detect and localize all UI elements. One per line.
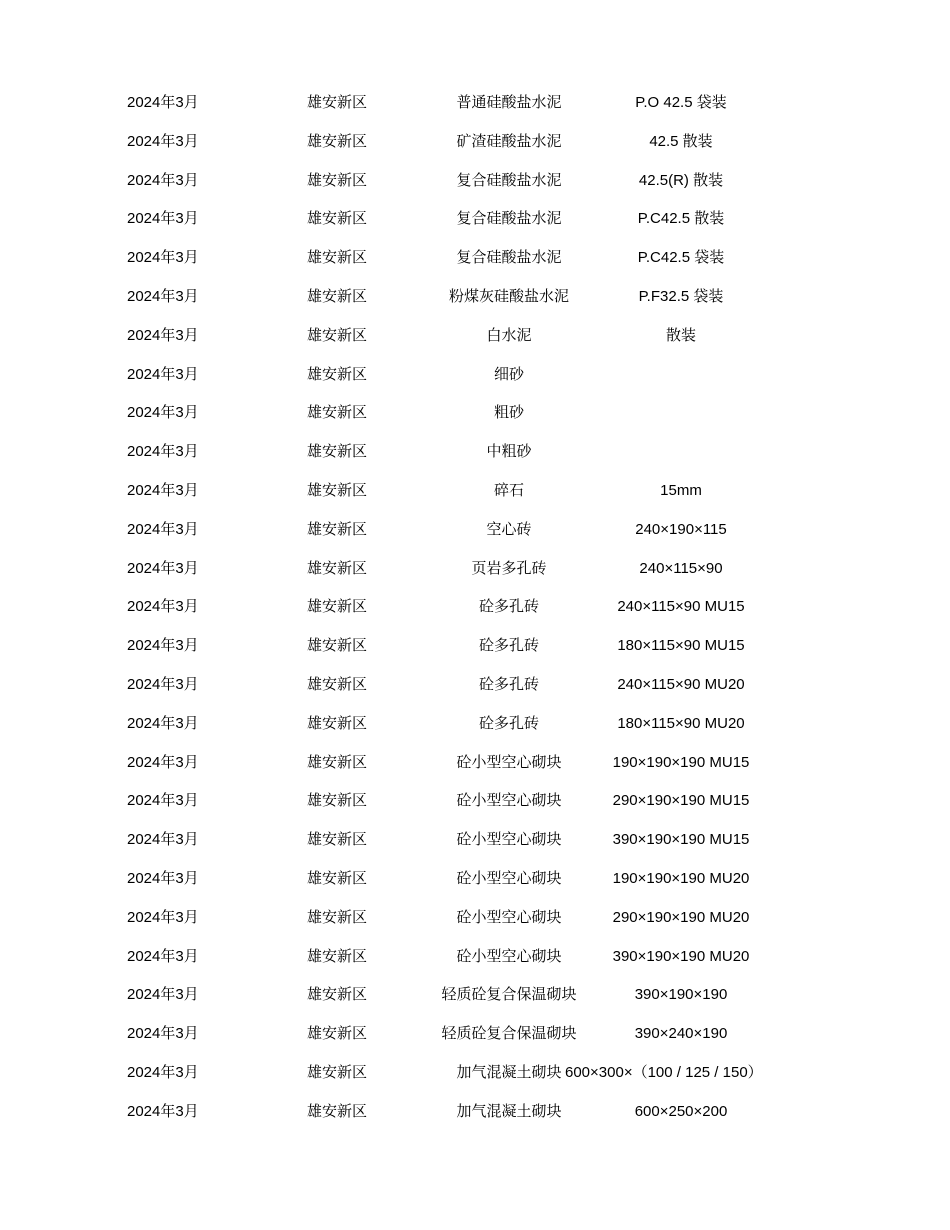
table-row — [0, 860, 950, 899]
spec-cell: P.C42.5 袋装 — [637, 249, 725, 267]
spec-cell: P.F32.5 袋装 — [638, 287, 724, 305]
material-name-cell: 复合硅酸盐水泥 — [456, 210, 562, 228]
material-name-cell: 矿渣硅酸盐水泥 — [456, 132, 562, 150]
region-cell: 雄安新区 — [306, 132, 367, 150]
table-row — [0, 472, 950, 511]
region-cell: 雄安新区 — [306, 249, 367, 267]
date-cell: 2024年3月 — [127, 947, 199, 965]
table-row — [0, 200, 950, 239]
region-cell: 雄安新区 — [306, 404, 367, 422]
table-row — [0, 84, 950, 123]
region-cell: 雄安新区 — [306, 714, 367, 732]
date-cell: 2024年3月 — [127, 831, 199, 849]
spec-cell: 600×250×200 — [634, 1102, 728, 1120]
date-cell: 2024年3月 — [127, 365, 199, 383]
material-name-cell: 粗砂 — [493, 404, 524, 422]
region-cell: 雄安新区 — [306, 598, 367, 616]
date-cell: 2024年3月 — [127, 326, 199, 344]
region-cell: 雄安新区 — [306, 908, 367, 926]
table-row — [0, 705, 950, 744]
table-row — [0, 666, 950, 705]
date-cell: 2024年3月 — [127, 443, 199, 461]
region-cell: 雄安新区 — [306, 326, 367, 344]
spec-cell: P.O 42.5 袋装 — [635, 94, 727, 111]
date-cell: 2024年3月 — [127, 598, 199, 616]
table-row — [0, 588, 950, 627]
region-cell: 雄安新区 — [306, 986, 367, 1004]
material-name-cell: 轻质砼复合保温砌块 — [441, 986, 577, 1004]
spec-cell: 390×190×190 MU20 — [612, 947, 750, 965]
spec-cell: 390×190×190 MU15 — [612, 831, 750, 849]
spec-cell — [595, 433, 767, 472]
material-name-cell: 加气混凝土砌块 — [456, 1063, 562, 1081]
region-cell: 雄安新区 — [306, 559, 367, 577]
region-cell: 雄安新区 — [306, 1102, 367, 1120]
spec-cell: 190×190×190 MU20 — [612, 869, 750, 887]
spec-cell: 180×115×90 MU15 — [617, 637, 745, 655]
material-name-cell: 白水泥 — [486, 326, 532, 344]
price-table — [0, 84, 950, 1132]
date-cell: 2024年3月 — [127, 94, 199, 111]
material-name-cell: 轻质砼复合保温砌块 — [441, 1025, 577, 1043]
material-name-cell: 砼小型空心砌块 — [456, 753, 562, 771]
material-name-cell: 砼多孔砖 — [478, 714, 539, 732]
table-row — [0, 782, 950, 821]
region-cell: 雄安新区 — [306, 287, 367, 305]
date-cell: 2024年3月 — [127, 908, 199, 926]
table-row — [0, 433, 950, 472]
spec-cell: 240×115×90 MU20 — [617, 675, 745, 693]
material-name-cell: 复合硅酸盐水泥 — [456, 249, 562, 267]
spec-cell: 390×240×190 — [634, 1025, 728, 1043]
region-cell: 雄安新区 — [306, 94, 367, 111]
region-cell: 雄安新区 — [306, 753, 367, 771]
material-name-cell: 砼小型空心砌块 — [456, 908, 562, 926]
material-name-cell: 普通硅酸盐水泥 — [456, 94, 562, 111]
region-cell: 雄安新区 — [306, 869, 367, 887]
spec-cell — [595, 394, 767, 433]
material-name-cell: 砼小型空心砌块 — [456, 831, 562, 849]
date-cell: 2024年3月 — [127, 637, 199, 655]
spec-cell: 42.5 散装 — [649, 132, 713, 150]
date-cell: 2024年3月 — [127, 520, 199, 538]
date-cell: 2024年3月 — [127, 481, 199, 499]
region-cell: 雄安新区 — [306, 947, 367, 965]
material-name-cell: 粉煤灰硅酸盐水泥 — [448, 287, 569, 305]
region-cell: 雄安新区 — [306, 637, 367, 655]
region-cell: 雄安新区 — [306, 481, 367, 499]
material-name-cell: 砼小型空心砌块 — [456, 947, 562, 965]
spec-cell — [595, 356, 767, 395]
table-row — [0, 821, 950, 860]
date-cell: 2024年3月 — [127, 210, 199, 228]
table-row — [0, 356, 950, 395]
date-cell: 2024年3月 — [127, 132, 199, 150]
region-cell: 雄安新区 — [306, 831, 367, 849]
spec-cell: 散装 — [665, 326, 696, 344]
material-name-cell: 细砂 — [493, 365, 524, 383]
table-row — [0, 938, 950, 977]
material-name-cell: 中粗砂 — [486, 443, 532, 461]
region-cell: 雄安新区 — [306, 365, 367, 383]
date-cell: 2024年3月 — [127, 404, 199, 422]
material-name-cell: 砼小型空心砌块 — [456, 869, 562, 887]
table-row — [0, 511, 950, 550]
material-name-cell: 页岩多孔砖 — [471, 559, 547, 577]
date-cell: 2024年3月 — [127, 171, 199, 189]
date-cell: 2024年3月 — [127, 1102, 199, 1120]
spec-cell: 15mm — [660, 481, 702, 499]
spec-cell: 240×115×90 — [639, 559, 723, 577]
table-row — [0, 1054, 950, 1093]
table-row — [0, 394, 950, 433]
region-cell: 雄安新区 — [306, 443, 367, 461]
material-name-cell: 空心砖 — [486, 520, 532, 538]
region-cell: 雄安新区 — [306, 675, 367, 693]
material-name-cell: 砼小型空心砌块 — [456, 792, 562, 810]
table-row — [0, 976, 950, 1015]
spec-cell: 180×115×90 MU20 — [617, 714, 745, 732]
region-cell: 雄安新区 — [306, 210, 367, 228]
spec-cell: 240×190×115 — [635, 520, 727, 538]
table-row — [0, 317, 950, 356]
material-name-cell: 砼多孔砖 — [478, 675, 539, 693]
region-cell: 雄安新区 — [306, 520, 367, 538]
table-row — [0, 239, 950, 278]
date-cell: 2024年3月 — [127, 1025, 199, 1043]
table-row — [0, 162, 950, 201]
material-name-cell: 复合硅酸盐水泥 — [456, 171, 562, 189]
region-cell: 雄安新区 — [306, 1025, 367, 1043]
table-row — [0, 627, 950, 666]
spec-cell: 240×115×90 MU15 — [617, 598, 745, 616]
region-cell: 雄安新区 — [306, 171, 367, 189]
material-name-cell: 加气混凝土砌块 — [456, 1102, 562, 1120]
spec-cell: P.C42.5 散装 — [637, 210, 725, 228]
date-cell: 2024年3月 — [127, 869, 199, 887]
date-cell: 2024年3月 — [127, 792, 199, 810]
date-cell: 2024年3月 — [127, 249, 199, 267]
table-row — [0, 899, 950, 938]
spec-cell: 290×190×190 MU15 — [612, 792, 750, 810]
material-name-cell: 砼多孔砖 — [478, 598, 539, 616]
date-cell: 2024年3月 — [127, 714, 199, 732]
spec-cell: 290×190×190 MU20 — [612, 908, 750, 926]
region-cell: 雄安新区 — [306, 1063, 367, 1081]
spec-cell: 42.5(R) 散装 — [638, 171, 724, 189]
material-name-cell: 砼多孔砖 — [478, 637, 539, 655]
date-cell: 2024年3月 — [127, 559, 199, 577]
date-cell: 2024年3月 — [127, 287, 199, 305]
table-row — [0, 1093, 950, 1132]
date-cell: 2024年3月 — [127, 986, 199, 1004]
date-cell: 2024年3月 — [127, 753, 199, 771]
region-cell: 雄安新区 — [306, 792, 367, 810]
material-name-cell: 碎石 — [493, 481, 524, 499]
table-row — [0, 278, 950, 317]
spec-cell: 190×190×190 MU15 — [612, 753, 750, 771]
table-row — [0, 744, 950, 783]
table-row — [0, 550, 950, 589]
spec-cell: 600×300×（100 / 125 / 150） — [565, 1063, 763, 1081]
date-cell: 2024年3月 — [127, 1063, 199, 1081]
spec-cell: 390×190×190 — [634, 986, 728, 1004]
table-row — [0, 123, 950, 162]
table-row — [0, 1015, 950, 1054]
date-cell: 2024年3月 — [127, 675, 199, 693]
